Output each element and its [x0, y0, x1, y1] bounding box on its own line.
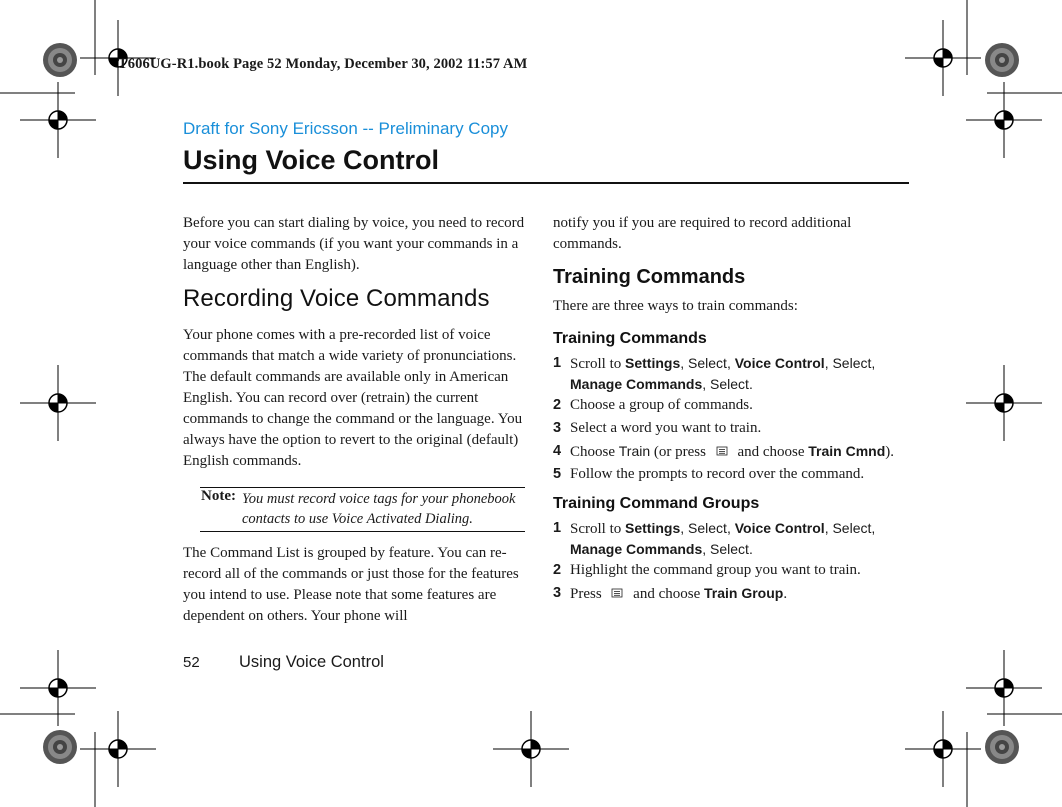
ui-term: Train Cmnd — [808, 443, 886, 459]
procedure-heading-training-command-groups: Training Command Groups — [553, 495, 760, 512]
subheading-training-commands: Training Commands — [553, 266, 746, 288]
page-number: 52 — [183, 654, 200, 671]
running-footer-title: Using Voice Control — [239, 653, 384, 671]
ui-term: Select — [710, 541, 749, 557]
note-text: You must record voice tags for your phonebook contacts to use Voice Activated Dialing. — [242, 491, 516, 527]
intro-paragraph: Before you can start dialing by voice, you need to record your voice commands (if you want your commands in a language other than English). — [183, 215, 525, 273]
ui-term: Select — [832, 355, 872, 371]
command-list-paragraph: The Command List is grouped by feature. You can re-record all of the commands or just those for the features you intend to use. Please note that some features are dependent on others. Your phone will — [183, 545, 519, 624]
draft-notice: Draft for Sony Ericsson -- Preliminary Copy — [183, 119, 508, 138]
note-bottom-rule — [200, 531, 525, 532]
chapter-title: Using Voice Control — [183, 145, 440, 175]
section-heading-recording: Recording Voice Commands — [183, 285, 490, 312]
recording-paragraph: Your phone comes with a pre-recorded list of voice commands that match a wide variety of pronunciations. The default commands are available only in American English. You can record over (retrain) the current commands to change the command or the language. You always have the option to revert to the original (default) English commands. — [183, 327, 523, 469]
ui-term: Manage Commands — [570, 541, 703, 557]
ui-term: Voice Control — [734, 355, 825, 371]
ui-term: Select — [832, 520, 872, 536]
book-header-stamp: T606UG-R1.book Page 52 Monday, December 30, 2002 11:57 AM — [118, 56, 528, 72]
ui-term: Train — [618, 443, 651, 459]
menu-key-icon — [609, 586, 625, 600]
ui-term: Select — [688, 520, 727, 536]
menu-key-icon — [714, 444, 730, 458]
ui-term: Select — [710, 376, 749, 392]
title-rule — [183, 182, 909, 184]
note-label: Note: — [201, 488, 236, 504]
continuation-paragraph: notify you if you are required to record additional commands. — [553, 215, 852, 252]
list-item: 1 Scroll to Settings, Select, Voice Control, Select, Manage Commands, Select. — [553, 520, 876, 557]
list-item: 1 Scroll to Settings, Select, Voice Control, Select, Manage Commands, Select. — [553, 355, 876, 392]
note-top-rule — [200, 487, 525, 488]
ui-term: Select — [688, 355, 727, 371]
ui-term: Settings — [625, 355, 681, 371]
ui-term: Settings — [625, 520, 681, 536]
procedure-heading-training-commands: Training Commands — [553, 330, 707, 347]
ways-text: There are three ways to train commands: — [553, 298, 798, 314]
ui-term: Voice Control — [734, 520, 825, 536]
ui-term: Train Group — [703, 585, 784, 601]
ui-term: Manage Commands — [570, 376, 703, 392]
